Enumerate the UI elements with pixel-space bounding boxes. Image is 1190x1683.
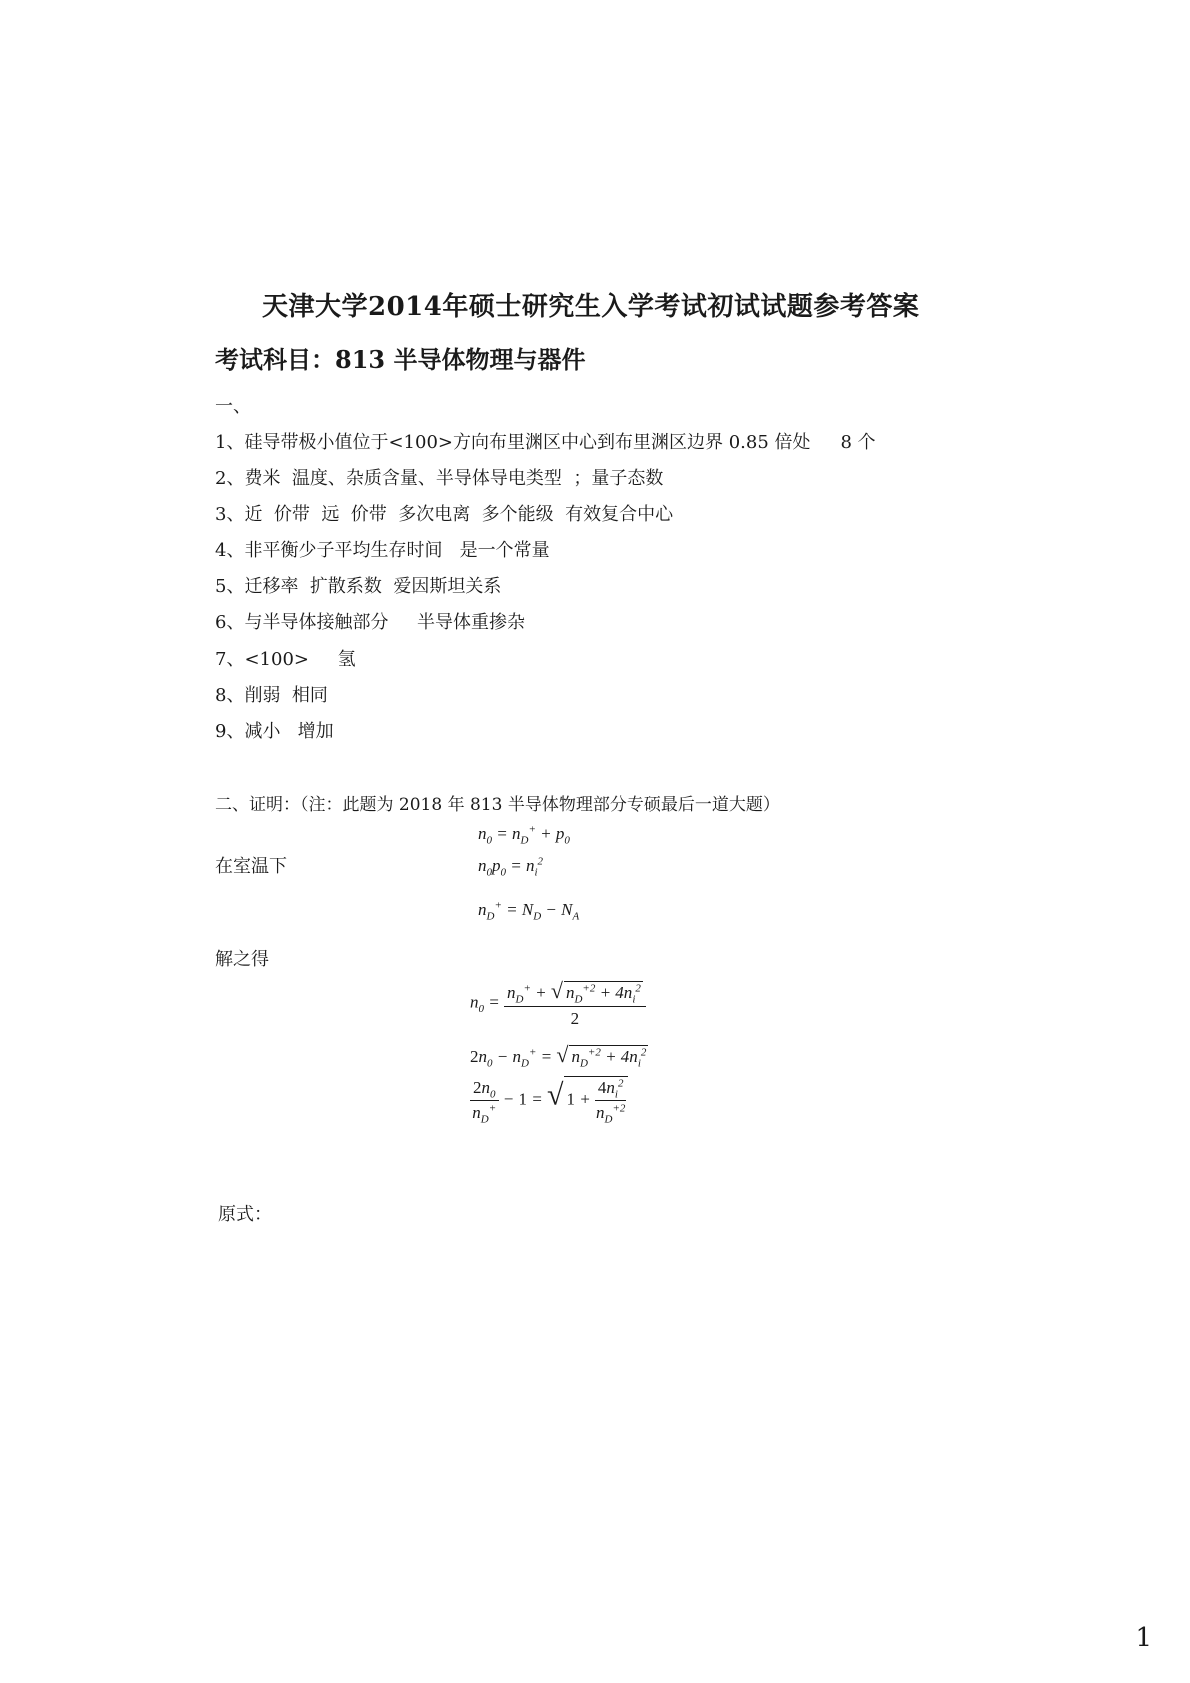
answer-item <box>215 717 334 743</box>
original-formula-label: 原式： <box>218 1204 272 1225</box>
page-number: 1 <box>1135 1623 1152 1653</box>
answer-number: 8、 <box>215 685 245 706</box>
answer-item <box>215 464 663 490</box>
equation-charge-neutrality: $n_0 = n_D^+ + p_0$ <box>478 823 570 847</box>
answer-item <box>215 681 328 707</box>
answer-text: 近 价带 远 价带 多次电离 多个能级 有效复合中心 <box>244 504 674 525</box>
solve-label: 解之得 <box>215 949 269 970</box>
answer-number: 7、 <box>215 649 245 670</box>
answer-number: 9、 <box>215 721 245 742</box>
answer-text: 削弱 相同 <box>244 685 328 706</box>
room-temp-label: 在室温下 <box>215 856 287 877</box>
answer-item <box>215 572 501 598</box>
equation-mass-action: $n_0p_0 = n_i^2$ <box>478 855 544 879</box>
equation-n0-solution: $n_0$ = $\frac{n_D^+ + √ n_D^{+2} + 4n_i^2}{2}$ <box>470 978 646 1029</box>
answer-item <box>215 608 525 634</box>
answer-item <box>215 500 673 526</box>
answer-text: 减小 增加 <box>244 721 334 742</box>
answer-number: 1、 <box>215 432 245 453</box>
equation-rearranged: $2n_0 - n_D^+$ = √ $n_D^{+2} + 4n_i^2$ <box>470 1042 647 1070</box>
answer-number: 2、 <box>215 468 245 489</box>
section-one-heading: 一、 <box>215 396 251 417</box>
answer-extra: 8 个 <box>840 432 876 453</box>
answer-text: <100> 氢 <box>244 649 356 670</box>
answer-number: 6、 <box>215 612 245 633</box>
answer-text: 非平衡少子平均生存时间 是一个常量 <box>244 540 550 561</box>
answer-text: 与半导体接触部分 半导体重掺杂 <box>244 612 526 633</box>
answer-text: 费米 温度、杂质含量、半导体导电类型 ；量子态数 <box>244 468 664 489</box>
section-two-heading: 二、证明：（注：此题为 2018 年 813 半导体物理部分专硕最后一道大题） <box>215 795 780 815</box>
answer-item <box>215 645 356 671</box>
answer-text: 硅导带极小值位于<100>方向布里渊区中心到布里渊区边界 0.85 倍处 <box>244 432 811 453</box>
answer-text: 迁移率 扩散系数 爱因斯坦关系 <box>244 576 502 597</box>
answer-number: 3、 <box>215 504 245 525</box>
answer-item <box>215 428 876 454</box>
equation-normalized: $\frac{2n_0}{n_D^+}$ − 1 = √ 1 + $\frac{4n_i^2}{n_D^{+2}}$ <box>470 1076 628 1123</box>
exam-subject: 考试科目：813 半导体物理与器件 <box>215 345 586 374</box>
answer-number: 4、 <box>215 540 245 561</box>
equation-ionized-donors: $n_D^+ = N_D - N_A$ <box>478 899 580 923</box>
document-title: 天津大学2014年硕士研究生入学考试初试试题参考答案 <box>262 292 920 322</box>
answer-item <box>215 536 550 562</box>
answer-number: 5、 <box>215 576 245 597</box>
